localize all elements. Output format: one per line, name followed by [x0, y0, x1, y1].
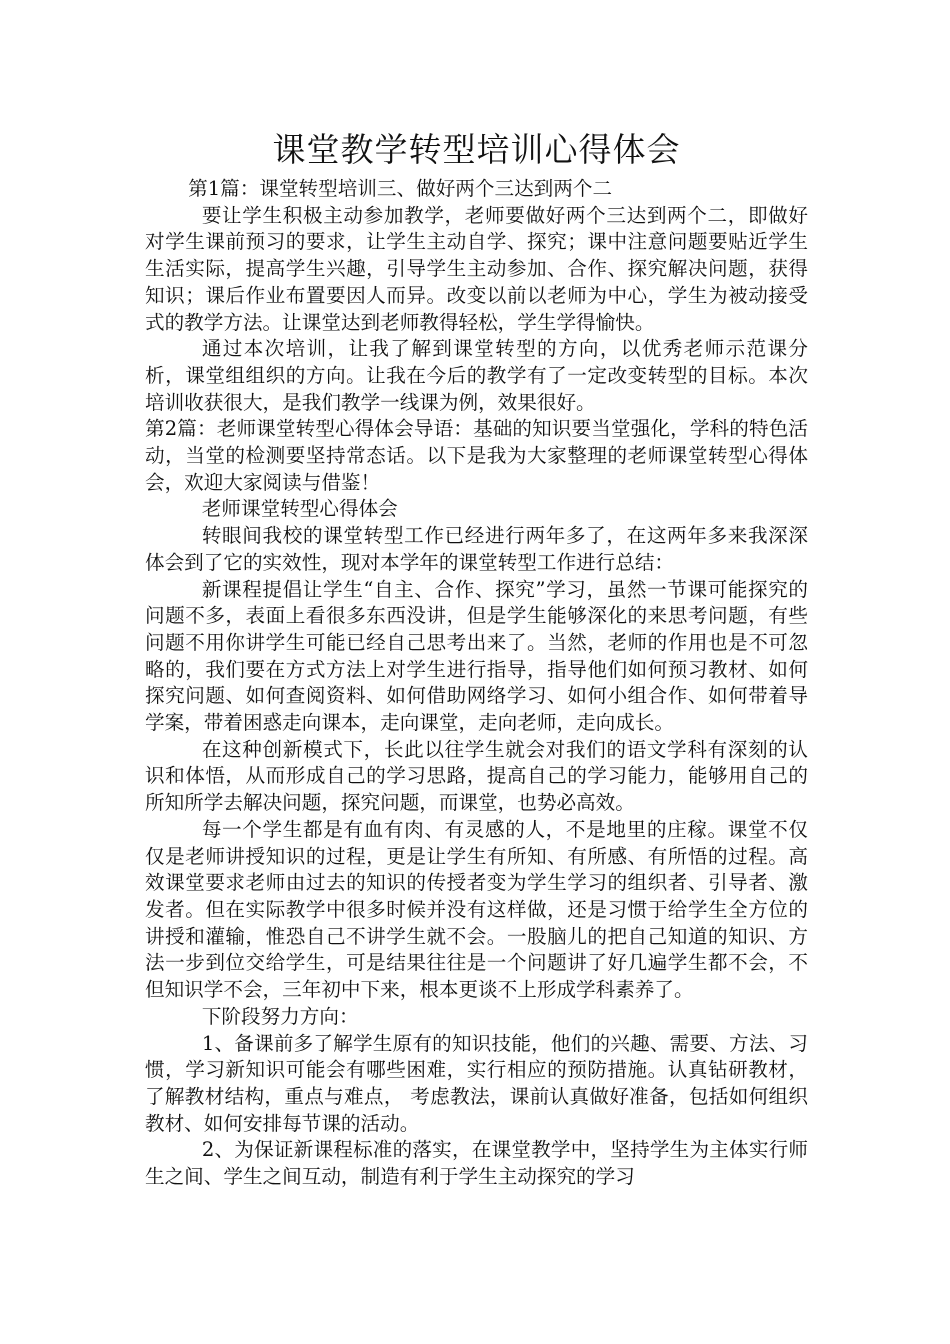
paragraph: 下阶段努力方向：: [201, 1004, 359, 1028]
document-page: [145, 128, 808, 1191]
paragraph: 1、备课前多了解学生原有的知识技能，他们的兴趣、需要、方法、习惯，学习新知识可能会有哪些困难，实行相应的预防措施。认真钻研教材，了解教材结构，重点与难点， 考虑教法，课前认真做好准备，包括如何组织教材、如何安排每节课的活动。: [145, 1031, 808, 1135]
paragraph: 每一个学生都是有血有肉、有灵感的人，不是地里的庄稼。课堂不仅仅是老师讲授知识的过程，更是让学生有所知、有所感、有所悟的过程。高效课堂要求老师由过去的知识的传授者变为学生学习的组织者、引导者、激发者。但在实际教学中很多时候并没有这样做，还是习惯于给学生全方位的讲授和灌输，惟恐自己不讲学生就不会。一股脑儿的把自己知道的知识、方法一步到位交给学生，可是结果往往是一个问题讲了好几遍学生都不会，不但知识学不会，三年初中下来，根本更谈不上形成学科素养了。: [145, 817, 808, 1002]
paragraph: 第1篇：课堂转型培训三、做好两个三达到两个二: [188, 177, 613, 200]
paragraph: 在这种创新模式下，长此以往学生就会对我们的语文学科有深刻的认识和体悟，从而形成自己的学习思路，提高自己的学习能力，能够用自己的所知所学去解决问题，探究问题，而课堂，也势必高效。: [145, 737, 808, 815]
paragraph: 新课程提倡让学生“自主、合作、探究”学习，虽然一节课可能探究的问题不多，表面上看很多东西没讲，但是学生能够深化的来思考问题，有些问题不用你讲学生可能已经自己思考出来了。当然，老师的作用也是不可忽略的，我们要在方式方法上对学生进行指导，指导他们如何预习教材、如何探究问题、如何查阅资料、如何借助网络学习、如何小组合作、如何带着导学案，带着困惑走向课本，走向课堂，走向老师，走向成长。: [145, 577, 808, 735]
document-body: [145, 176, 808, 1191]
paragraph: 要让学生积极主动参加教学，老师要做好两个三达到两个二，即做好对学生课前预习的要求，让学生主动自学、探究；课中注意问题要贴近学生生活实际，提高学生兴趣，引导学生主动参加、合作、探究解决问题，获得知识；课后作业布置要因人而异。改变以前以老师为中心，学生为被动接受式的教学方法。让课堂达到老师教得轻松，学生学得愉快。: [145, 203, 808, 334]
paragraph: 转眼间我校的课堂转型工作已经进行两年多了，在这两年多来我深深体会到了它的实效性，现对本学年的课堂转型工作进行总结：: [145, 524, 808, 574]
paragraph: 2、为保证新课程标准的落实，在课堂教学中，坚持学生为主体实行师生之间、学生之间互动，制造有利于学生主动探究的学习: [145, 1138, 808, 1189]
document-title: 课堂教学转型培训心得体会: [272, 130, 681, 169]
paragraph: 老师课堂转型心得体会: [201, 497, 398, 521]
paragraph: 通过本次培训，让我了解到课堂转型的方向，以优秀老师示范课分析，课堂组组织的方向。让我在今后的教学有了一定改变转型的目标。本次培训收获很大，是我们教学一线课为例，效果很好。: [145, 337, 808, 414]
paragraph: 第2篇：老师课堂转型心得体会导语：基础的知识要当堂强化，学科的特色活动，当堂的检测要坚持常态话。以下是我为大家整理的老师课堂转型心得体会，欢迎大家阅读与借鉴！: [145, 417, 808, 494]
